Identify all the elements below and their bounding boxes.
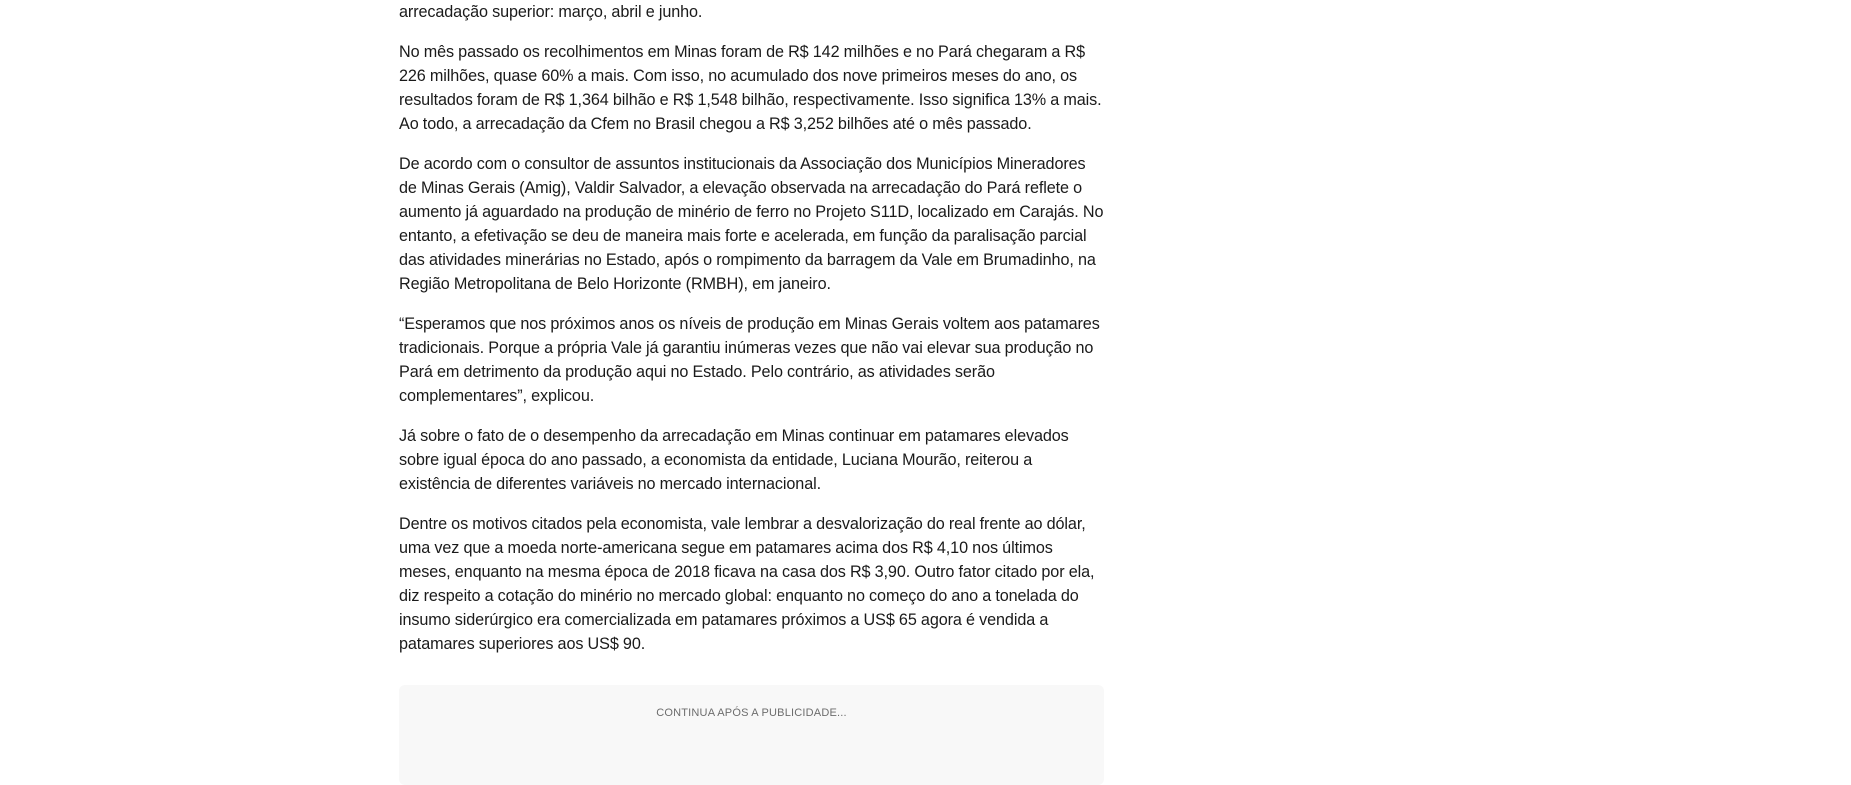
article-paragraph: De acordo com o consultor de assuntos institucionais da Associação dos Municípios Mineradores de Minas Gerais (Amig), Valdir Salvador, a elevação observada na arrecadação do Pará reflete o aumento já aguardado na produção de minério de ferro no Projeto S11D, localizado em Carajás. No entanto, a efetivação se deu de maneira mais forte e acelerada, em função da paralisação parcial das atividades minerárias no Estado, após o rompimento da barragem da Vale em Brumadinho, na Região Metropolitana de Belo Horizonte (RMBH), em janeiro. (399, 155, 1104, 293)
article-paragraph: “Esperamos que nos próximos anos os níveis de produção em Minas Gerais voltem aos patamares tradicionais. Porque a própria Vale já garantiu inúmeras vezes que não vai elevar sua produção no Pará em detrimento da produção aqui no Estado. Pelo contrário, as atividades serão complementares”, explicou. (399, 315, 1100, 405)
advertisement-placeholder (399, 685, 1104, 785)
article-paragraph: Já sobre o fato de o desempenho da arrecadação em Minas continuar em patamares elevados sobre igual época do ano passado, a economista da entidade, Luciana Mourão, reiterou a existência de diferentes variáveis no mercado internacional. (399, 427, 1069, 493)
article-paragraph: arrecadação superior: março, abril e junho. (399, 3, 703, 21)
article-paragraph: Dentre os motivos citados pela economista, vale lembrar a desvalorização do real frente ao dólar, uma vez que a moeda norte-americana segue em patamares acima dos R$ 4,10 nos últimos meses, enquanto na mesma época de 2018 ficava na casa dos R$ 3,90. Outro fator citado por ela, diz respeito a cotação do minério no mercado global: enquanto no começo do ano a tonelada do insumo siderúrgico era comercializada em patamares próximos a US$ 65 agora é vendida a patamares superiores aos US$ 90. (399, 515, 1095, 653)
article-body (399, 0, 1104, 672)
ad-continue-label: CONTINUA APÓS A PUBLICIDADE... (656, 707, 847, 719)
article-paragraph: No mês passado os recolhimentos em Minas foram de R$ 142 milhões e no Pará chegaram a R$ 226 milhões, quase 60% a mais. Com isso, no acumulado dos nove primeiros meses do ano, os resultados foram de R$ 1,364 bilhão e R$ 1,548 bilhão, respectivamente. Isso significa 13% a mais. Ao todo, a arrecadação da Cfem no Brasil chegou a R$ 3,252 bilhões até o mês passado. (399, 43, 1102, 133)
